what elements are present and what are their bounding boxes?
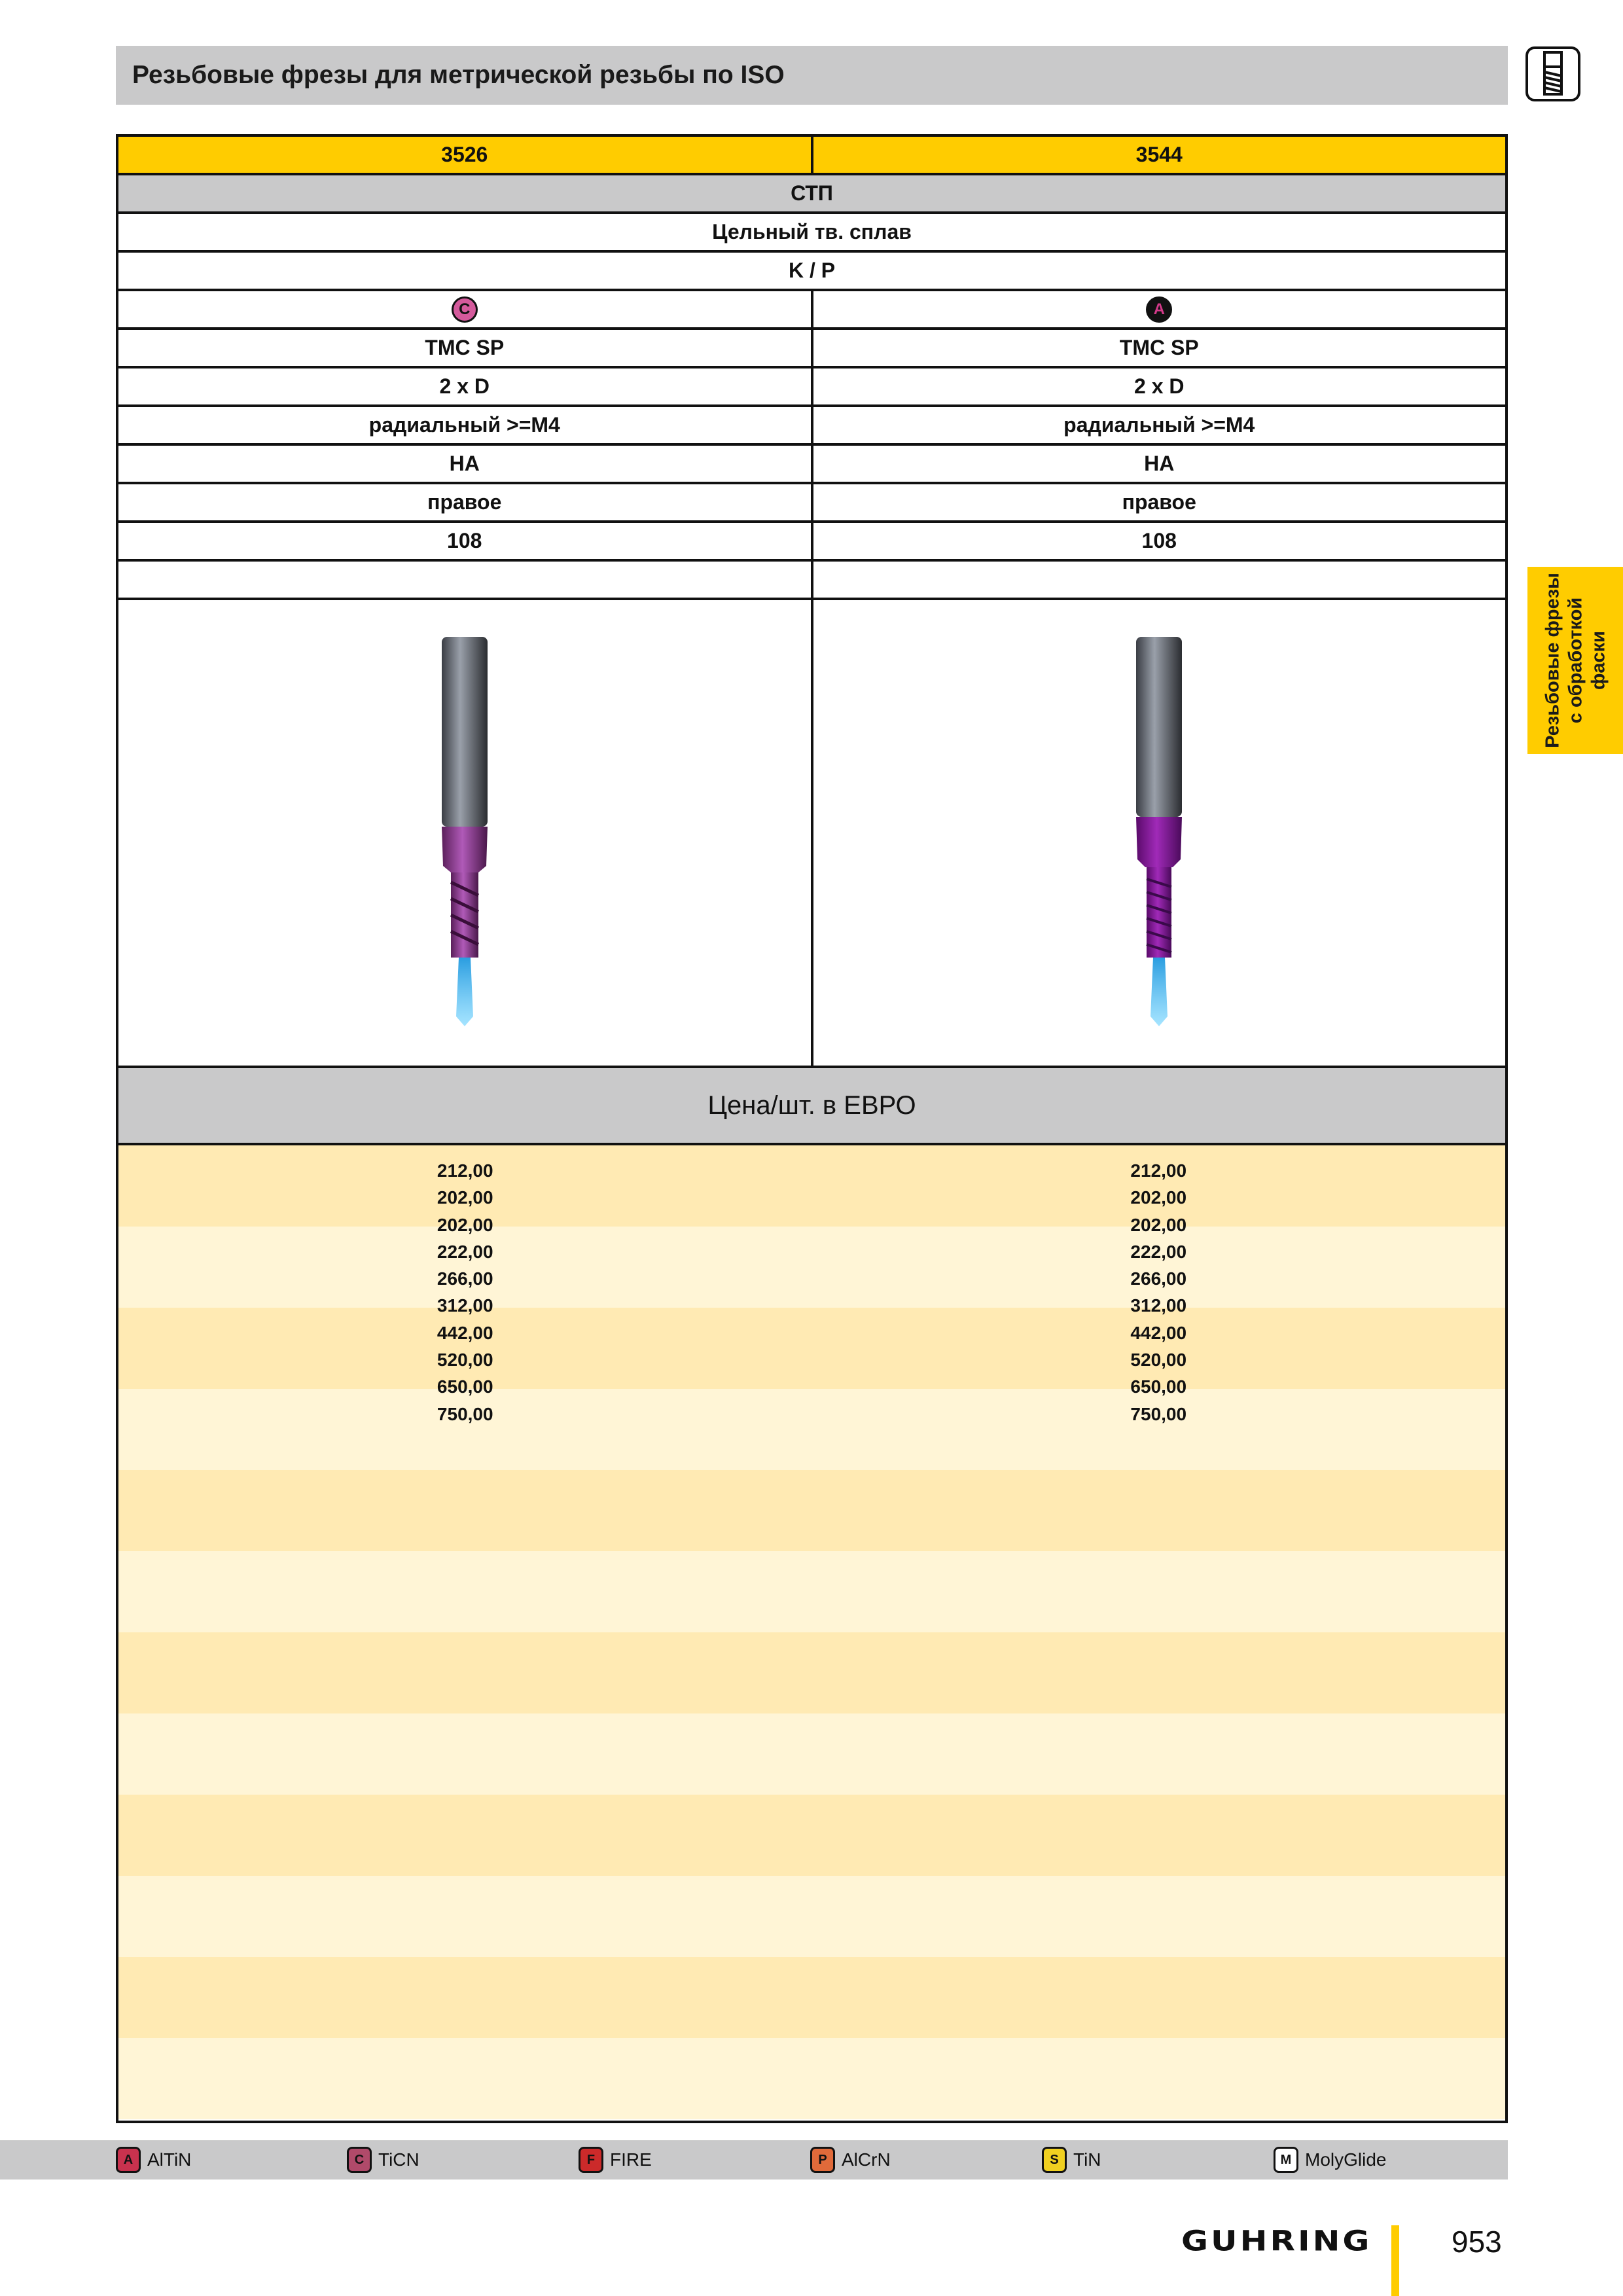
price-value: 222,00 — [1130, 1241, 1187, 1262]
norm: 108 — [811, 523, 1506, 559]
grade: TMC SP — [811, 330, 1506, 366]
coating-row — [118, 291, 1505, 330]
price-value: 312,00 — [1130, 1295, 1187, 1316]
ticn-coating-icon: C — [347, 2147, 372, 2173]
price-header-row — [118, 1068, 1505, 1145]
price-value: 442,00 — [1130, 1322, 1187, 1343]
price-value: 442,00 — [437, 1322, 493, 1343]
brand-logo: GUHRING — [1181, 2225, 1372, 2257]
price-value: 312,00 — [437, 1295, 493, 1316]
norm-row — [118, 523, 1505, 562]
molyglide-coating-icon: M — [1274, 2147, 1298, 2173]
grade: TMC SP — [425, 336, 505, 359]
price-value: 202,00 — [437, 1187, 493, 1208]
legend-item-molyglide — [1274, 2140, 1386, 2179]
fire-coating-icon: F — [579, 2147, 603, 2173]
price-value: 266,00 — [437, 1268, 493, 1289]
section-tab-label: Резьбовые фрезы — [1542, 573, 1563, 748]
standard-row — [118, 446, 1505, 484]
price-value: 750,00 — [1130, 1403, 1187, 1424]
legend-item-tin — [1042, 2140, 1101, 2179]
price-value: 750,00 — [437, 1403, 493, 1424]
price-value: 212,00 — [1130, 1160, 1187, 1181]
price-value: 202,00 — [1130, 1214, 1187, 1235]
legend-item-altin — [116, 2140, 191, 2179]
price-value: 202,00 — [437, 1214, 493, 1235]
price-value: 650,00 — [437, 1376, 493, 1397]
brand-divider — [1391, 2225, 1399, 2296]
length-row — [118, 368, 1505, 407]
tin-coating-icon: S — [1042, 2147, 1067, 2173]
thread-direction: правое — [427, 490, 502, 514]
material: Цельный тв. сплав — [712, 220, 912, 243]
legend-item-fire — [579, 2140, 652, 2179]
price-value: 520,00 — [437, 1350, 493, 1371]
thread-direction: правое — [811, 484, 1506, 520]
price-value: 520,00 — [1130, 1350, 1187, 1371]
coolant: радиальный >=M4 — [811, 407, 1506, 443]
coating-legend — [0, 2140, 1508, 2179]
altin-coating-icon: A — [116, 2147, 141, 2173]
coolant-row — [118, 407, 1505, 446]
thread-mill-icon — [1525, 46, 1581, 102]
coating-badge-icon: C — [452, 296, 478, 323]
price-value: 222,00 — [437, 1241, 493, 1262]
price-list — [812, 1157, 1506, 1427]
empty-cell — [811, 562, 1506, 598]
alcrn-coating-icon: P — [810, 2147, 835, 2173]
legend-label: AlCrN — [842, 2149, 891, 2170]
direction-row — [118, 484, 1505, 523]
article-row — [118, 137, 1505, 175]
article-number: 3544 — [811, 137, 1506, 173]
length: 2 x D — [811, 368, 1506, 404]
price-value: 266,00 — [1130, 1268, 1187, 1289]
workpiece-row — [118, 253, 1505, 291]
price-value: 650,00 — [1130, 1376, 1187, 1397]
article-number: 3526 — [441, 143, 488, 166]
product-table — [116, 134, 1508, 2123]
price-value: 212,00 — [437, 1160, 493, 1181]
page-title: Резьбовые фрезы для метрической резьбы по ISO — [132, 61, 785, 89]
shank-standard: HA — [811, 446, 1506, 482]
grade-row — [118, 330, 1505, 368]
legend-label: TiN — [1073, 2149, 1101, 2170]
section-tab[interactable] — [1527, 567, 1623, 754]
norm: 108 — [447, 529, 482, 552]
page-number: 953 — [1452, 2225, 1502, 2259]
tool-image-row — [118, 600, 1505, 1068]
legend-label: FIRE — [610, 2149, 652, 2170]
legend-label: MolyGlide — [1305, 2149, 1387, 2170]
category: СТП — [791, 181, 833, 205]
material-row — [118, 214, 1505, 253]
legend-item-ticn — [347, 2140, 419, 2179]
price-area — [118, 1145, 1505, 2121]
section-tab-label: с обработкой — [1565, 597, 1586, 724]
price-list — [118, 1157, 812, 1427]
length: 2 x D — [439, 374, 490, 398]
coating-badge-icon: A — [1146, 296, 1172, 323]
thread-mill-tool-image — [1130, 637, 1188, 1030]
empty-cell — [118, 562, 811, 598]
empty-row — [118, 562, 1505, 600]
category-row — [118, 175, 1505, 214]
price-value: 202,00 — [1130, 1187, 1187, 1208]
page-header — [116, 46, 1508, 105]
coolant: радиальный >=M4 — [368, 413, 560, 437]
thread-mill-tool-image — [435, 637, 494, 1030]
price-header: Цена/шт. в ЕВРО — [707, 1090, 916, 1120]
legend-label: TiCN — [378, 2149, 419, 2170]
workpiece-group: K / P — [788, 259, 836, 282]
legend-item-alcrn — [810, 2140, 891, 2179]
section-tab-label: фаски — [1588, 631, 1609, 690]
shank-standard: HA — [449, 452, 480, 475]
legend-label: AlTiN — [147, 2149, 192, 2170]
